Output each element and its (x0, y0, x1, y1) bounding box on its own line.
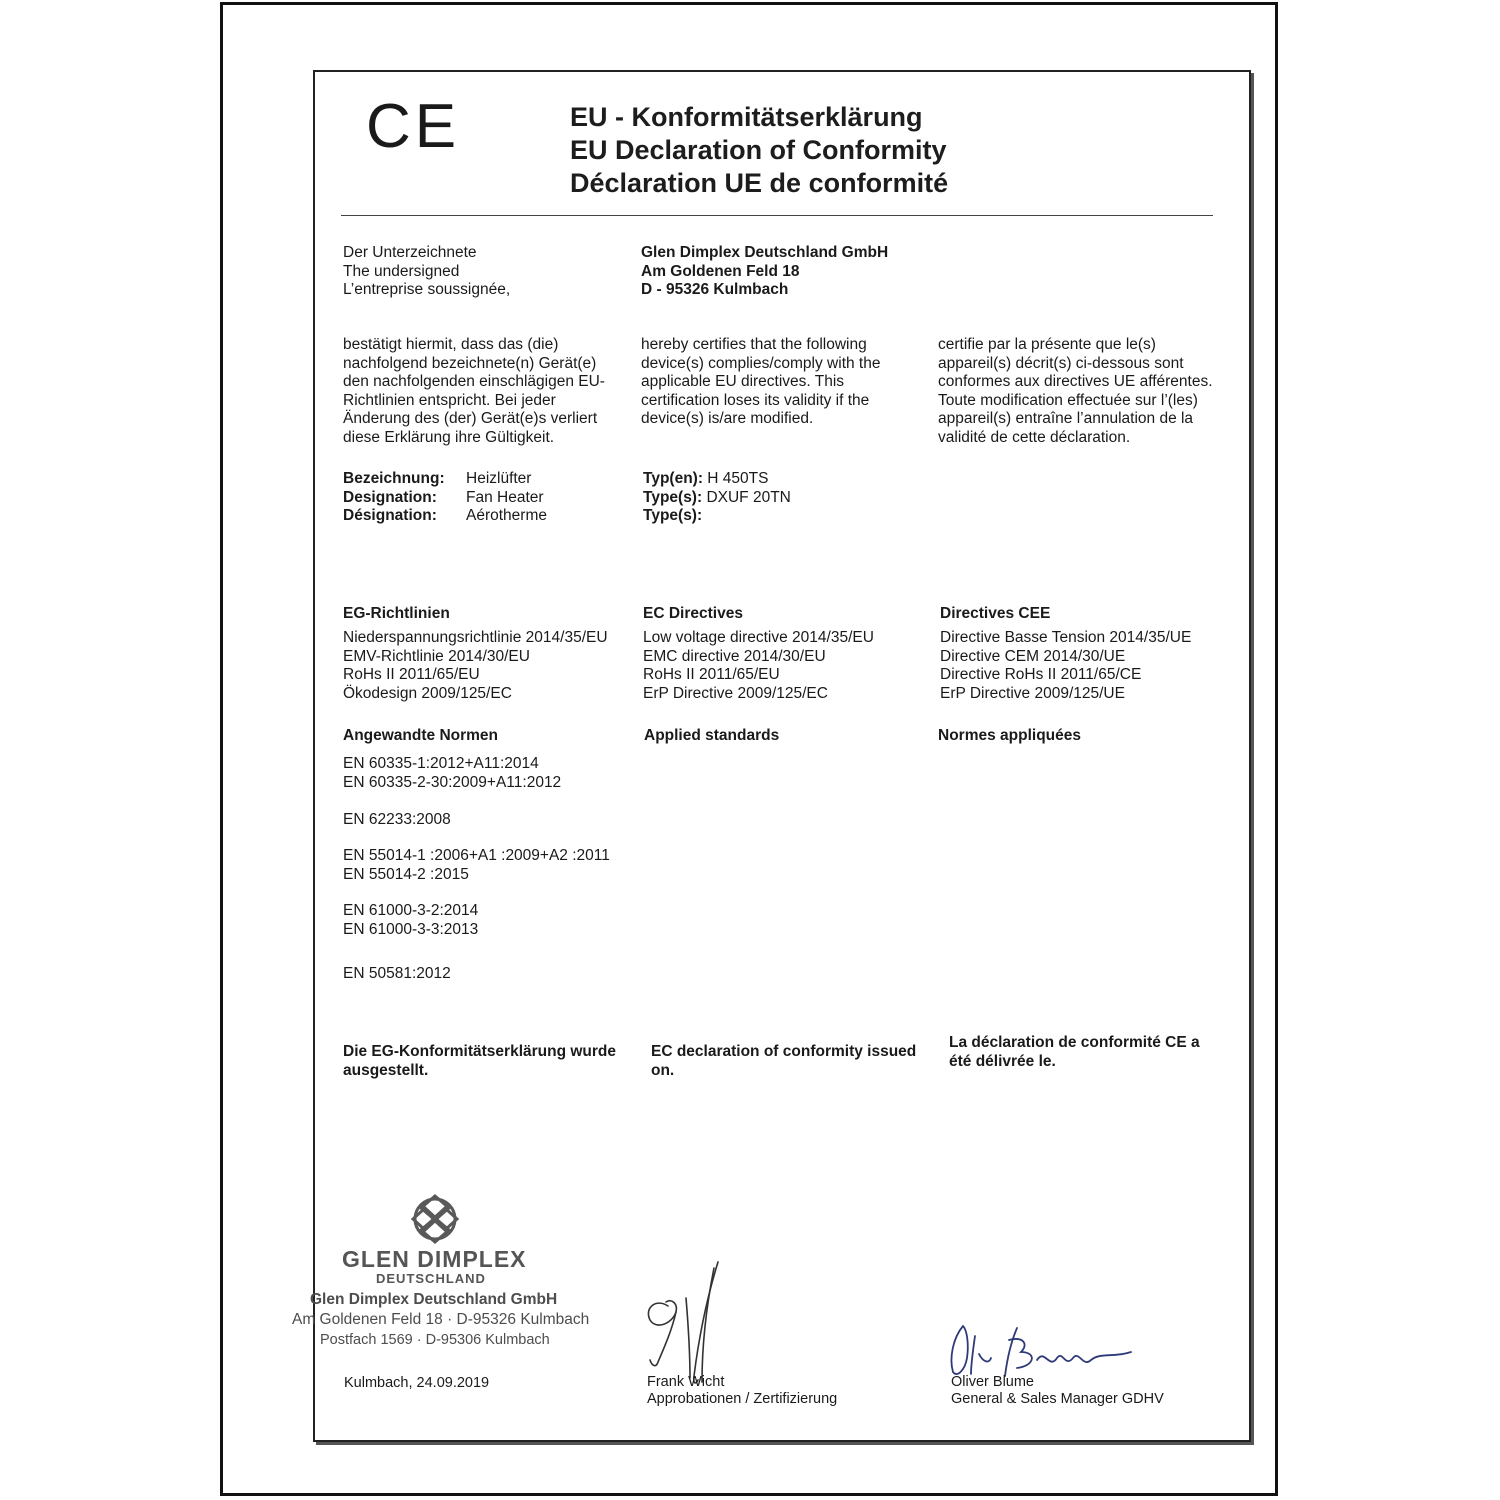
directive-item: EMV-Richtlinie 2014/30/EU (343, 647, 530, 665)
type-row (643, 470, 791, 489)
standard-item: EN 61000-3-3:2013 (343, 921, 479, 938)
cert-de-line: Richtlinien entspricht. Bei jeder (343, 391, 556, 409)
issued-de (343, 1043, 616, 1080)
standard-item: EN 61000-3-2:2014 (343, 902, 479, 919)
signer1-name: Frank Wicht (647, 1374, 725, 1390)
cert-fr-line: validité de cette déclaration. (938, 428, 1131, 446)
designation-row (343, 489, 547, 508)
cert-de-line: bestätigt hiermit, dass das (die) (343, 336, 559, 353)
company-city: D - 95326 Kulmbach (641, 281, 789, 298)
standards-heading-en: Applied standards (644, 727, 780, 744)
issued-line: Die EG-Konformitätserklärung wurde (343, 1043, 617, 1060)
designation-value: Aérotherme (466, 507, 547, 524)
company-name: Glen Dimplex Deutschland GmbH (641, 244, 889, 261)
standard-item: EN 60335-1:2012+A11:2014 (343, 755, 539, 772)
directives-heading-en: EC Directives (643, 605, 743, 622)
certification-fr (938, 336, 1213, 447)
designation-row (343, 507, 547, 526)
directive-item: Niederspannungsrichtlinie 2014/35/EU (343, 629, 608, 646)
directive-item: RoHs II 2011/65/EU (343, 666, 480, 683)
directive-item: EMC directive 2014/30/EU (643, 647, 826, 665)
cert-fr-line: appareil(s) entraîne l’annulation de la (938, 410, 1194, 427)
stamp-postbox: Postfach 1569 · D-95306 Kulmbach (320, 1332, 550, 1348)
designation-label: Bezeichnung: (343, 470, 445, 487)
place-date: Kulmbach, 24.09.2019 (344, 1375, 490, 1391)
type-label: Type(s): (643, 507, 703, 524)
issued-line: ausgestellt. (343, 1061, 429, 1079)
stamp-address: Am Goldenen Feld 18 · D-95326 Kulmbach (292, 1311, 590, 1328)
directives-list-en (643, 629, 874, 703)
cert-de-line: den nachfolgenden einschlägigen EU- (343, 373, 605, 390)
cert-en-line: device(s) is/are modified. (641, 410, 814, 427)
cert-en-line: applicable EU directives. This (641, 373, 845, 390)
directive-item: Directive RoHs II 2011/65/CE (940, 666, 1142, 683)
cert-en-line: certification loses its validity if the (641, 391, 870, 409)
cert-de-line: diese Erklärung ihre Gültigkeit. (343, 428, 555, 446)
designation-block (343, 470, 547, 526)
type-row (643, 507, 791, 526)
designation-row (343, 470, 547, 489)
directive-item: ErP Directive 2009/125/EC (643, 684, 828, 702)
cert-fr-line: certifie par la présente que le(s) (938, 336, 1156, 353)
standard-item: EN 55014-2 :2015 (343, 866, 469, 883)
undersigned-label-fr: L’entreprise soussignée, (343, 281, 511, 298)
cert-de-line: Änderung des (der) Gerät(e)s verliert (343, 410, 598, 427)
undersigned-labels (343, 244, 510, 300)
header-divider (341, 215, 1213, 216)
directive-item: RoHs II 2011/65/EU (643, 666, 780, 683)
directive-item: Directive CEM 2014/30/UE (940, 647, 1126, 665)
stamp-company: Glen Dimplex Deutschland GmbH (310, 1291, 558, 1308)
standard-item: EN 60335-2-30:2009+A11:2012 (343, 774, 562, 791)
type-value: H 450TS (707, 470, 769, 487)
issued-line: été délivrée le. (949, 1052, 1056, 1070)
directives-heading-fr: Directives CEE (940, 605, 1051, 622)
cert-fr-line: conformes aux directives UE afférentes. (938, 373, 1213, 390)
standard-item: EN 55014-1 :2006+A1 :2009+A2 :2011 (343, 847, 610, 864)
signature-wicht-icon (638, 1258, 738, 1390)
standard-item: EN 50581:2012 (343, 965, 451, 982)
title-fr: Déclaration UE de conformité (570, 168, 949, 198)
signer2-role: General & Sales Manager GDHV (951, 1391, 1164, 1407)
directives-list-fr (940, 629, 1191, 703)
type-value: DXUF 20TN (706, 488, 791, 506)
issued-line: La déclaration de conformité CE a (949, 1034, 1200, 1051)
issued-en (651, 1043, 916, 1080)
stamp-sub: DEUTSCHLAND (376, 1271, 486, 1286)
issued-fr (949, 1034, 1200, 1071)
directive-item: Low voltage directive 2014/35/EU (643, 629, 874, 646)
title-de: EU - Konformitätserklärung (570, 102, 923, 132)
stamp-brand: GLEN DIMPLEX (342, 1246, 527, 1272)
directives-list-de (343, 629, 608, 703)
signer1-role: Approbationen / Zertifizierung (647, 1391, 838, 1407)
cert-fr-line: Toute modification effectuée sur l’(les) (938, 391, 1198, 409)
signer2-name: Oliver Blume (951, 1374, 1034, 1390)
standard-item: EN 62233:2008 (343, 811, 451, 828)
types-block (643, 470, 791, 526)
directive-item: Ökodesign 2009/125/EC (343, 684, 512, 702)
cert-en-line: hereby certifies that the following (641, 336, 867, 353)
designation-value: Heizlüfter (466, 470, 532, 487)
designation-label: Désignation: (343, 507, 437, 524)
title-en: EU Declaration of Conformity (570, 135, 947, 165)
company-street: Am Goldenen Feld 18 (641, 262, 800, 280)
undersigned-label-de: Der Unterzeichnete (343, 244, 477, 261)
type-label: Type(s): (643, 488, 703, 506)
cert-en-line: device(s) complies/comply with the (641, 354, 881, 372)
designation-value: Fan Heater (466, 488, 544, 506)
company-address (641, 244, 888, 300)
glen-dimplex-logo-icon (405, 1192, 465, 1246)
certification-en (641, 336, 880, 429)
cert-de-line: nachfolgend bezeichnete(n) Gerät(e) (343, 354, 597, 372)
standards-heading-de: Angewandte Normen (343, 727, 499, 744)
directives-heading-de: EG-Richtlinien (343, 605, 450, 622)
designation-label: Designation: (343, 488, 437, 506)
undersigned-label-en: The undersigned (343, 262, 460, 280)
directive-item: ErP Directive 2009/125/UE (940, 684, 1125, 702)
ce-mark: CE (366, 92, 461, 161)
type-label: Typ(en): (643, 470, 703, 487)
directive-item: Directive Basse Tension 2014/35/UE (940, 629, 1192, 646)
standards-heading-fr: Normes appliquées (938, 727, 1081, 744)
certification-de (343, 336, 605, 447)
issued-line: EC declaration of conformity issued (651, 1043, 917, 1060)
type-row (643, 489, 791, 508)
issued-line: on. (651, 1061, 675, 1079)
cert-fr-line: appareil(s) décrit(s) ci-dessous sont (938, 354, 1184, 372)
